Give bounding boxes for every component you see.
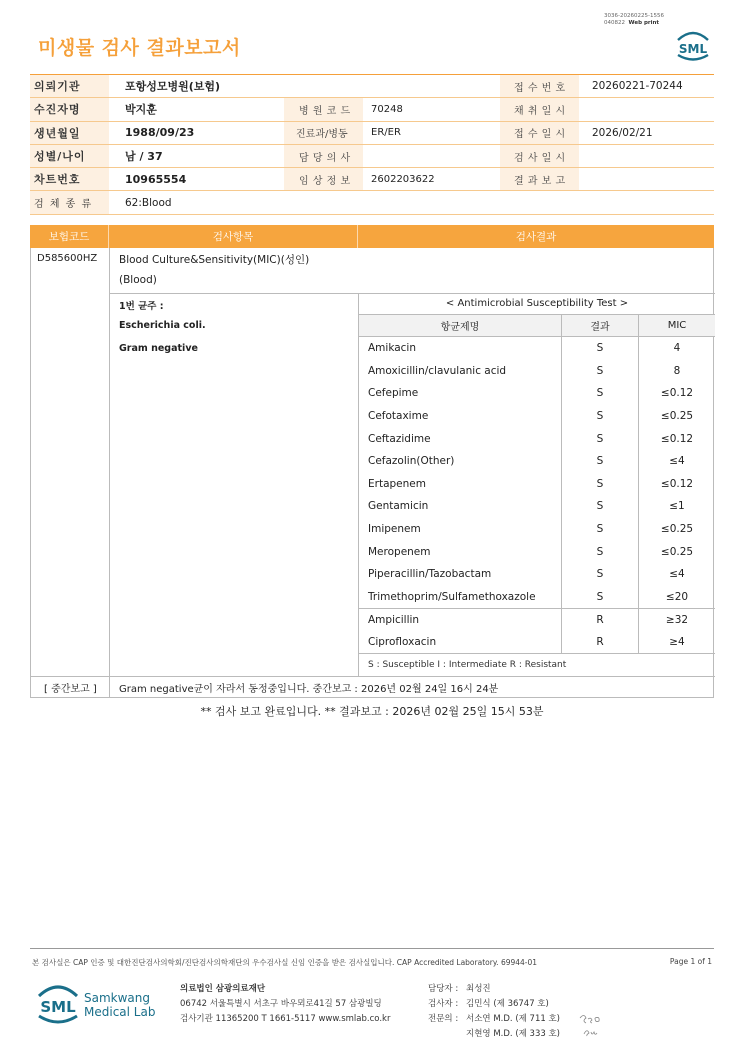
label-clinical-info: 임 상 정 보	[284, 168, 363, 190]
divider	[109, 248, 110, 698]
label-specimen-type: 검 체 종 류	[30, 191, 109, 213]
drug-name: Imipenem	[359, 518, 562, 541]
drug-mic: ≤0.12	[660, 387, 694, 400]
footer-divider	[30, 948, 714, 949]
ast-row	[359, 360, 715, 383]
value-test-date	[579, 145, 714, 167]
drug-mic: ≤0.12	[660, 432, 694, 445]
drug-name: Amikacin	[359, 337, 562, 360]
label-test-date: 검 사 일 시	[500, 145, 579, 167]
ast-row	[359, 631, 715, 654]
label-department: 진료과/병동	[284, 122, 363, 144]
drug-mic: ≤4	[669, 455, 685, 468]
header-insurance-code: 보험코드	[30, 225, 109, 248]
document-code: 3036-20260225-1556 040822 Web print	[604, 13, 664, 26]
drug-result: S	[562, 427, 639, 450]
ast-row	[359, 427, 715, 450]
staff-name: 지현영 M.D. (제 333 호)	[466, 1029, 561, 1039]
drug-mic: ≤0.25	[660, 523, 694, 536]
drug-mic: ≤0.25	[660, 410, 694, 423]
drug-result: S	[562, 518, 639, 541]
drug-mic: 8	[673, 364, 681, 377]
page-number: Page 1 of 1	[669, 957, 712, 966]
info-row	[30, 145, 714, 168]
drug-result: S	[562, 563, 639, 586]
drug-mic: ≤4	[669, 568, 685, 581]
drug-name: Cefazolin(Other)	[359, 450, 562, 473]
interim-report-label: [ 중간보고 ]	[44, 684, 97, 695]
samkwang-logo	[36, 980, 161, 1028]
label-requester: 의뢰기관	[30, 75, 109, 97]
ast-legend: S : Susceptible I : Intermediate R : Resistant	[359, 653, 715, 675]
ast-row	[359, 450, 715, 473]
value-patient-name: 박지훈	[125, 103, 157, 117]
value-department: ER/ER	[371, 127, 401, 139]
report-title: 미생물 검사 결과보고서	[38, 37, 241, 59]
organization-info	[180, 982, 390, 1027]
drug-result: R	[562, 631, 639, 654]
drug-mic: 4	[673, 342, 681, 355]
info-row	[30, 75, 714, 98]
drug-mic: ≤0.12	[660, 477, 694, 490]
value-sex-age: 남 / 37	[125, 150, 163, 164]
ast-row	[359, 540, 715, 563]
strain-label: 1번 균주 :	[119, 301, 164, 312]
staff-role: 검사자 :	[428, 999, 459, 1009]
svg-text:SML: SML	[40, 998, 76, 1016]
staff-name: 서소연 M.D. (제 711 호)	[466, 1014, 561, 1024]
value-chart-no: 10965554	[125, 172, 187, 186]
ast-col-result: 결과	[562, 315, 639, 336]
drug-name: Ampicillin	[359, 609, 562, 631]
drug-result: S	[562, 405, 639, 428]
drug-result: S	[562, 337, 639, 360]
label-accession-no: 접 수 번 호	[500, 75, 579, 97]
ast-row	[359, 473, 715, 496]
value-collection-date	[579, 98, 714, 120]
drug-result: S	[562, 495, 639, 518]
staff-name: 최성진	[466, 984, 491, 994]
ast-row	[359, 382, 715, 405]
org-contact: 검사기관 11365200 T 1661-5117 www.smlab.co.kr	[180, 1014, 391, 1024]
ast-row	[359, 608, 715, 631]
test-name: Blood Culture&Sensitivity(MIC)(성인)	[119, 254, 310, 266]
org-address: 06742 서울특별시 서초구 바우뫼로41길 57 삼광빌딩	[180, 999, 382, 1009]
drug-mic: ≥32	[665, 613, 689, 626]
specimen-label: (Blood)	[119, 274, 157, 286]
drug-result: S	[562, 382, 639, 405]
drug-name: Trimethoprim/Sulfamethoxazole	[359, 586, 562, 609]
drug-name: Meropenem	[359, 540, 562, 563]
ast-header-row	[359, 315, 715, 337]
label-sex-age: 성별/나이	[30, 145, 109, 167]
value-specimen-type: 62:Blood	[125, 196, 172, 209]
value-clinical-info: 2602203622	[371, 173, 435, 185]
divider	[31, 676, 715, 677]
result-table-header	[30, 225, 714, 248]
drug-mic: ≤0.25	[660, 545, 694, 558]
label-receipt-date: 접 수 일 시	[500, 122, 579, 144]
staff-row	[428, 982, 560, 997]
drug-result: R	[562, 609, 639, 631]
drug-name: Piperacillin/Tazobactam	[359, 563, 562, 586]
ast-row	[359, 337, 715, 360]
drug-mic: ≥4	[669, 636, 685, 649]
label-hospital-code: 병 원 코 드	[284, 98, 363, 120]
header-test-item: 검사항목	[109, 225, 358, 248]
svg-text:Samkwang: Samkwang	[84, 991, 150, 1005]
staff-name: 김민식 (제 36747 호)	[466, 999, 549, 1009]
drug-name: Gentamicin	[359, 495, 562, 518]
ast-title: < Antimicrobial Susceptibility Test >	[359, 293, 715, 315]
staff-row	[428, 997, 560, 1012]
label-chart-no: 차트번호	[30, 168, 109, 190]
ast-row	[359, 518, 715, 541]
staff-row	[428, 1027, 560, 1042]
label-birth-date: 생년월일	[30, 122, 109, 144]
drug-name: Cefepime	[359, 382, 562, 405]
svg-text:SML: SML	[678, 42, 708, 56]
drug-result: S	[562, 360, 639, 383]
report-complete-note: ** 검사 보고 완료입니다. ** 결과보고 : 2026년 02월 25일 15시 53분	[200, 705, 544, 718]
drug-name: Cefotaxime	[359, 405, 562, 428]
label-result-report: 결 과 보 고	[500, 168, 579, 190]
staff-info	[428, 982, 560, 1042]
drug-result: S	[562, 540, 639, 563]
ast-table	[359, 293, 715, 675]
value-receipt-date: 2026/02/21	[592, 126, 653, 139]
svg-text:Medical Lab: Medical Lab	[84, 1005, 156, 1019]
insurance-code: D585600HZ	[37, 253, 98, 264]
drug-name: Ciprofloxacin	[359, 631, 562, 654]
accreditation-note: 본 검사실은 CAP 인증 및 대한진단검사의학회/진단검사의학재단의 우수검사실 신임 인증을 받은 검사실입니다. CAP Accredited Laboratory. 69944-01	[32, 958, 538, 967]
org-name: 의료법인 삼광의료재단	[180, 984, 266, 994]
drug-name: Ertapenem	[359, 473, 562, 496]
ast-row	[359, 495, 715, 518]
sml-logo	[674, 28, 712, 62]
info-row	[30, 191, 714, 214]
info-row	[30, 122, 714, 145]
staff-row	[428, 1012, 560, 1027]
staff-role: 전문의 :	[428, 1014, 459, 1024]
ast-col-mic: MIC	[667, 320, 687, 331]
staff-role	[428, 1027, 466, 1042]
drug-result: S	[562, 586, 639, 609]
drug-mic: ≤20	[665, 590, 689, 603]
drug-result: S	[562, 473, 639, 496]
drug-name: Ceftazidime	[359, 427, 562, 450]
signature	[576, 1010, 608, 1040]
header-test-result: 검사결과	[515, 231, 557, 243]
interim-report-text: Gram negative균이 자라서 동정중입니다. 중간보고 : 2026년 02월 24일 16시 24분	[119, 684, 499, 695]
value-birth-date: 1988/09/23	[125, 126, 195, 140]
ast-row	[359, 563, 715, 586]
drug-name: Amoxicillin/clavulanic acid	[359, 360, 562, 383]
value-physician	[363, 145, 500, 167]
value-hospital-code: 70248	[371, 103, 403, 115]
patient-info-table	[30, 74, 714, 215]
info-row	[30, 98, 714, 121]
ast-col-drug: 항균제명	[359, 315, 562, 336]
label-collection-date: 채 취 일 시	[500, 98, 579, 120]
gram-stain: Gram negative	[119, 343, 198, 354]
result-table	[30, 248, 714, 698]
ast-row	[359, 405, 715, 428]
staff-role: 담당자 :	[428, 984, 459, 994]
organism-name: Escherichia coli.	[119, 320, 206, 331]
drug-mic: ≤1	[669, 500, 685, 513]
drug-result: S	[562, 450, 639, 473]
label-physician: 담 당 의 사	[284, 145, 363, 167]
value-result-report	[579, 168, 714, 190]
value-requester: 포항성모병원(보험)	[125, 80, 221, 94]
ast-row	[359, 586, 715, 609]
info-row	[30, 168, 714, 191]
value-accession-no: 20260221-70244	[592, 80, 683, 93]
label-patient-name: 수진자명	[30, 98, 109, 120]
